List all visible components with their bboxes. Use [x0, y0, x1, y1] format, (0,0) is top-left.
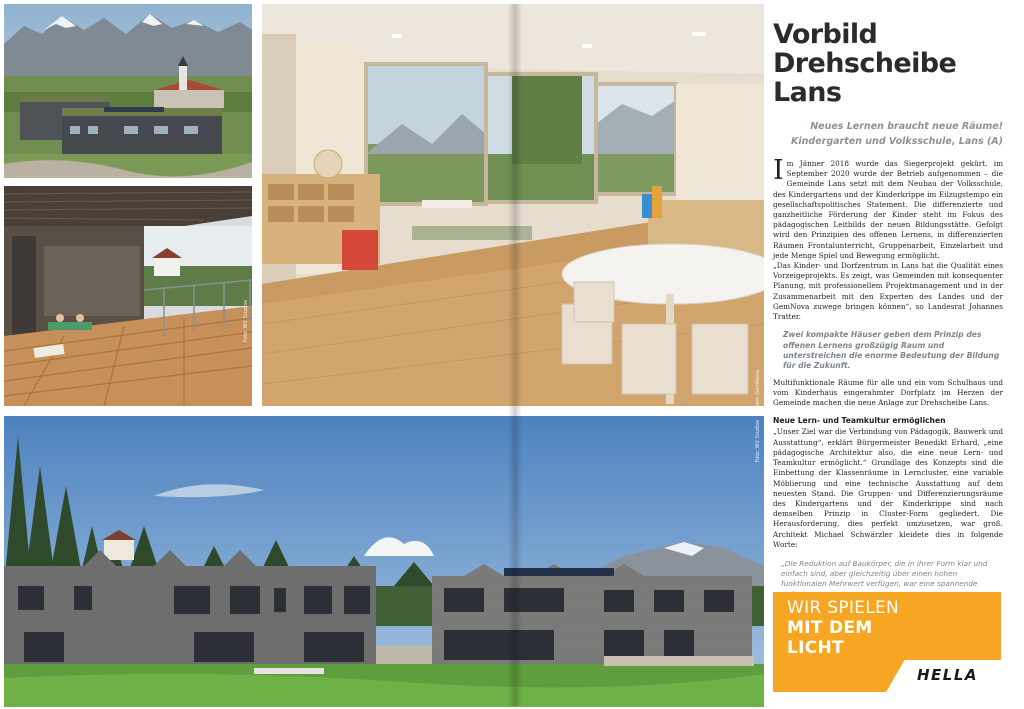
headline-line: Vorbild [773, 19, 878, 50]
headline-line: Drehscheibe Lans [773, 48, 957, 108]
ad-slogan-line: WIR SPIELEN [787, 598, 900, 618]
body-paragraph: Multifunktionale Räume für alle und ein vom Schulhaus und vom Kinderhaus eingerahmter Dorfplatz im Herzen der Gemeinde machen die neue Anlage zur Drehscheibe Lans. [773, 377, 1003, 408]
photo-credit: Foto: WV Studios [755, 420, 761, 463]
article-subtitle [773, 119, 1003, 149]
photo-school-exterior [4, 416, 764, 707]
ad-slogan-line: LICHT [787, 638, 844, 658]
hella-advertisement [773, 592, 1001, 692]
ad-slogan-line: MIT DEM [787, 618, 873, 638]
subtitle-line: Neues Lernen braucht neue Räume! [810, 121, 1003, 132]
architect-quote: „Die Reduktion auf Baukörper, die in ihrer Form klar und einfach sind, aber gleichzeitig über einen hohen funktionalen Mehrwert verfügen, war eine spannende [781, 558, 988, 589]
photo-credit: Foto: WV Studios [243, 300, 249, 343]
body-paragraph: „Unser Ziel war die Verbindung von Pädagogik, Bauwerk und Ausstattung“, erklärt Bürgermeister Benedikt Erhard, „eine pädagogische Architektur also, die eine neue Lern- und Teamkultur ermöglicht.“ Grundlage des Konzepts sind die Einbettung der Klassenräume in Lerncluster, eine variable Möblierung und eine technische Ausstattung auf dem neuesten Stand. Die Gruppen- und Differenzierungsräume des Kindergartens und der Kinderkrippe sind nach demselben Prinzip in Cluster-Form gegliedert. Die Herausforderung, dies perfekt umzusetzen, war groß. Architekt Michael Schwärzler kleidete dies in folgende Worte: [773, 427, 1003, 549]
section-heading: Neue Lern- und Teamkultur ermöglichen [773, 416, 946, 426]
intro-text: m Jänner 2018 wurde das Siegerprojekt gekürt, im September 2020 wurde der Betrieb aufgenommen – die Gemeinde Lans setzt mit dem Neubau der Volksschule, des Kindergartens und der Kinderkrippe im Eilzugstempo ein gesellschaftspolitisches Statement. Die differenzierte und ganzheitliche Förderung der Kinder steht im Fokus des pädagogischen Leitbilds der neuen Bildungsstätte. Gefolgt wird den Prinzipien des offenen Lernens, in differenzierten Räumen Frontalunterricht, Gruppenarbeit, Einzelarbeit und jede Menge Spiel und Bewegung ermöglicht. [773, 159, 1003, 260]
article-intro-paragraph [773, 155, 1003, 261]
photo-school-aerial-mountains [4, 4, 252, 178]
quote-paragraph: „Das Kinder- und Dorfzentrum in Lans hat die Qualität eines Vorzeigeprojekts. Es zeigt, was Gemeinden mit konsequenter Planung, mit professionellem Projektmanagement und in der Zusammenarbeit mit den Experten des Landes und der GemNova zuwege bringen können“, so Landesrat Johannes Tratter. [773, 261, 1003, 322]
subtitle-line: Kindergarten und Volksschule, Lans (A) [791, 136, 1003, 147]
hella-logo: HELLA [917, 666, 979, 684]
photo-credit: Foto: GemNova [755, 370, 761, 409]
article-text-column [773, 20, 1003, 600]
drop-cap: I [773, 155, 784, 186]
photo-wooden-terrace [4, 186, 252, 406]
article-headline [773, 20, 1003, 107]
pull-quote: Zwei kompakte Häuser geben dem Prinzip des offenen Lernens großzügig Raum und unterstreichen die enorme Bedeutung der Bildung für die Zukunft. [783, 330, 1000, 371]
photo-classroom-interior [262, 4, 764, 406]
